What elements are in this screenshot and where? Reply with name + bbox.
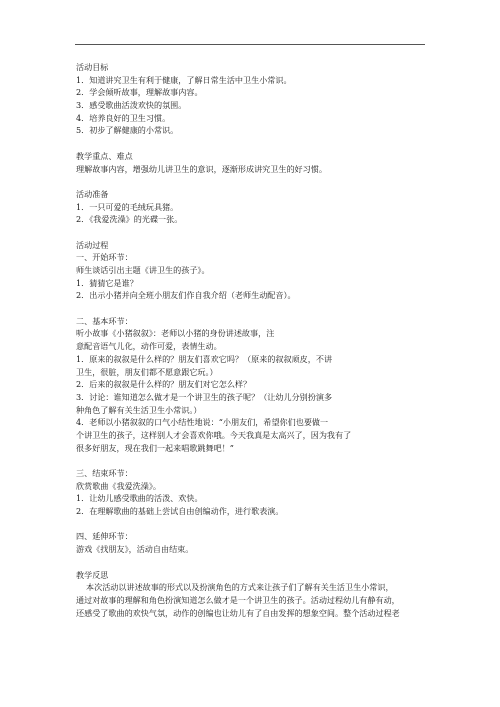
section-title: 二、基本环节： [76, 315, 133, 326]
paragraph-line: 意配音语气儿化，动作可爱，表情生动。 [76, 341, 222, 352]
subsection-title: 一、开始环节： [76, 252, 133, 263]
header-rule [75, 44, 425, 45]
paragraph-line: 听小故事《小猪叙叙》：老师以小猪的身份讲述故事，注 [76, 328, 275, 339]
list-item: 种角色了解有关生活卫生小常识。） [76, 404, 202, 415]
list-item: 很多好朋友，现在我们一起来唱歌跳舞吧！” [76, 442, 234, 453]
list-item: 2．学会倾听故事，理解故事内容。 [76, 87, 203, 98]
list-item: 1．原来的叙叙是什么样的？朋友们喜欢它吗？（原来的叙叙顽皮，不讲 [76, 353, 333, 364]
list-item: 3．感受歌曲活泼欢快的氛围。 [76, 100, 187, 111]
list-item: 3．讨论：谁知道怎么做才是一个讲卫生的孩子呢？（让幼儿分别扮演多 [76, 391, 333, 402]
section-objectives [76, 61, 432, 137]
paragraph-line: 理解故事内容，增强幼儿讲卫生的意识，逐渐形成讲究卫生的好习惯。 [76, 163, 327, 174]
section-preparation [76, 188, 432, 226]
section-title: 活动准备 [76, 188, 109, 199]
section-basic [76, 315, 432, 455]
list-item: 2．后来的叙叙是什么样的？朋友们对它怎么样？ [76, 379, 252, 390]
list-item: 2．《我爱洗澡》的光碟一张。 [76, 214, 183, 225]
document-body [76, 61, 432, 632]
paragraph-line: 还感受了歌曲的欢快气氛，动作的创编也让幼儿有了自由发挥的想象空间。整个活动过程老 [76, 607, 400, 618]
section-reflection [76, 569, 432, 620]
paragraph-line: 师生谈话引出主题《讲卫生的孩子》。 [76, 265, 210, 275]
section-title: 三、结束环节： [76, 468, 133, 478]
section-title: 活动过程 [76, 239, 109, 250]
section-title: 教学重点、难点 [76, 150, 133, 161]
list-item: 个讲卫生的孩子，这样别人才会喜欢你哦。今天我真是太高兴了，因为我有了 [76, 429, 352, 440]
list-item: 4．老师以小猪叙叙的口气小结性地说：“小朋友们，希望你们也要做一 [76, 417, 329, 428]
section-ending [76, 467, 432, 518]
list-item: 1．让幼儿感受歌曲的活泼、欢快。 [76, 493, 203, 504]
paragraph-line: 本次活动以讲述故事的形式以及扮演角色的方式来让孩子们了解有关生活卫生小常识， [86, 582, 394, 593]
list-item: 卫生，很脏，朋友们都不愿意跟它玩。） [76, 366, 218, 377]
list-item: 1．一只可爱的毛绒玩具猪。 [76, 201, 179, 212]
paragraph-line: 游戏《找朋友》，活动自由结束。 [76, 544, 194, 555]
list-item: 2．在理解歌曲的基础上尝试自由创编动作，进行歌表演。 [76, 506, 284, 517]
section-process [76, 239, 432, 302]
list-item: 5．初步了解健康的小常识。 [76, 125, 179, 136]
list-item: 1．知道讲究卫生有利于健康，了解日常生活中卫生小常识。 [76, 74, 292, 85]
paragraph-line: 欣赏歌曲《我爱洗澡》。 [76, 480, 161, 491]
list-item: 4．培养良好的卫生习惯。 [76, 112, 171, 123]
list-item: 2．出示小猪并向全班小朋友们作自我介绍（老师生动配音）。 [76, 290, 296, 301]
paragraph-line: 通过对故事的理解和角色扮演知道怎么做才是一个讲卫生的孩子。活动过程幼儿有静有动， [76, 594, 400, 605]
section-title: 四、延伸环节： [76, 531, 133, 542]
section-title: 活动目标 [76, 62, 109, 72]
section-extension [76, 530, 432, 555]
section-key-points [76, 150, 432, 175]
section-title: 教学反思 [76, 569, 109, 580]
list-item: 1．猜猜它是谁？ [76, 277, 138, 288]
